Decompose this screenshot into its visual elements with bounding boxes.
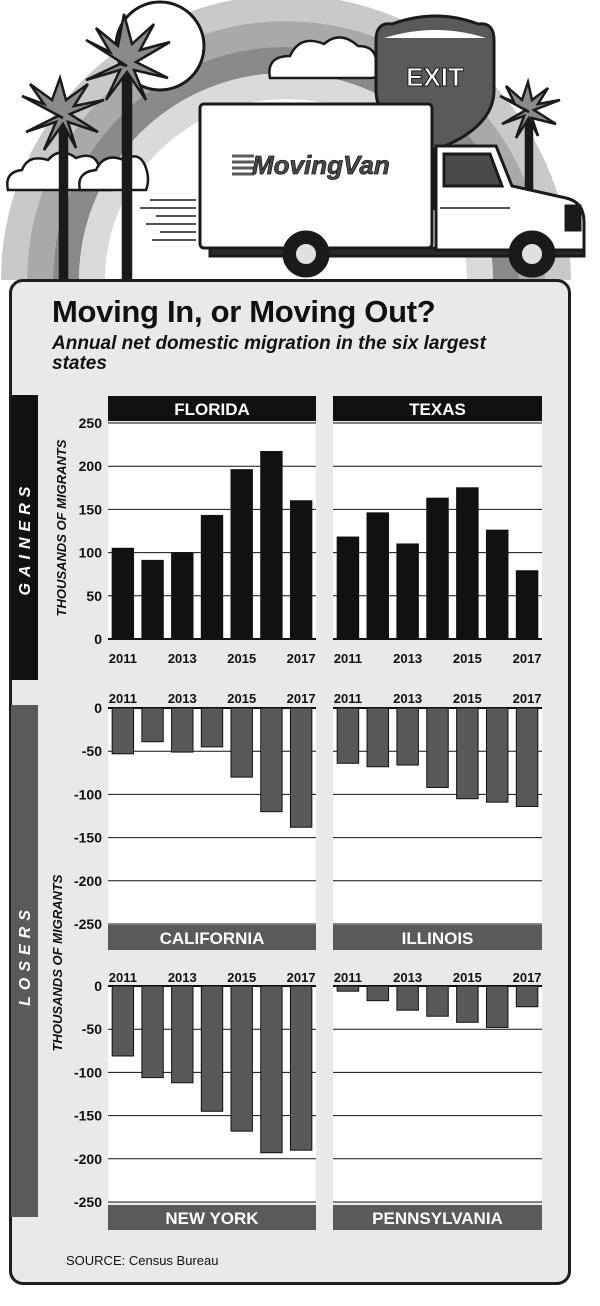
bar-2013	[172, 553, 193, 639]
bar-2011	[337, 537, 358, 639]
bar-2013	[172, 708, 193, 752]
chart-new-york	[74, 970, 316, 1230]
x-tick-label: 2017	[286, 651, 316, 666]
y-tick-label: -50	[81, 743, 102, 760]
chart-florida	[79, 396, 316, 666]
bar-2012	[142, 986, 163, 1078]
bar-2017	[516, 571, 537, 639]
gainers-sidebar	[11, 395, 38, 680]
bar-2012	[367, 986, 388, 1001]
bar-2015	[457, 488, 478, 639]
x-tick-label: 2013	[393, 691, 423, 706]
bar-2014	[427, 986, 448, 1016]
exit-sign-text: EXIT	[406, 62, 464, 92]
bar-2015	[457, 986, 478, 1022]
y-tick-label: -200	[73, 1150, 102, 1167]
bar-2016	[261, 986, 282, 1153]
bar-2015	[231, 708, 252, 777]
bar-2013	[397, 544, 418, 639]
x-tick-label: 2013	[393, 970, 423, 985]
x-tick-label: 2015	[452, 970, 482, 985]
bar-2013	[397, 708, 418, 765]
losers-label: LOSERS	[17, 904, 34, 1006]
bar-2013	[397, 986, 418, 1010]
y-tick-label: -100	[73, 786, 102, 803]
page-subtitle: Annual net domestic migration in the six largest states	[52, 333, 486, 374]
bar-2011	[112, 986, 133, 1056]
x-tick-label: 2015	[452, 651, 482, 666]
y-tick-label: -250	[73, 1194, 102, 1210]
x-tick-label: 2011	[108, 970, 137, 985]
y-axis-label-losers: THOUSANDS OF MIGRANTS	[50, 874, 65, 1052]
chart-title: FLORIDA	[174, 400, 250, 419]
chart-title: ILLINOIS	[401, 929, 474, 948]
x-tick-label: 2017	[286, 970, 316, 985]
x-tick-label: 2011	[333, 651, 363, 666]
bar-2016	[261, 452, 282, 639]
x-tick-label: 2011	[333, 970, 363, 985]
bar-2016	[486, 708, 507, 802]
x-tick-label: 2017	[286, 691, 316, 706]
chart-title: NEW YORK	[165, 1209, 259, 1228]
page-title: Moving In, or Moving Out?	[52, 294, 436, 329]
bar-2014	[201, 515, 222, 639]
bar-2014	[427, 708, 448, 787]
x-tick-label: 2011	[333, 691, 363, 706]
bar-2012	[142, 708, 163, 742]
x-tick-label: 2013	[167, 651, 197, 666]
bar-2015	[457, 708, 478, 799]
gainers-label: GAINERS	[17, 480, 34, 596]
bar-2012	[367, 708, 388, 767]
y-tick-label: 250	[78, 415, 102, 431]
bar-2014	[201, 708, 222, 747]
small-multiples	[74, 396, 542, 1230]
y-tick-label: 0	[94, 700, 102, 716]
x-tick-label: 2013	[167, 691, 197, 706]
bar-2016	[486, 986, 507, 1027]
source-note: SOURCE: Census Bureau	[66, 1253, 219, 1268]
plot-area	[333, 986, 542, 1202]
bar-2012	[367, 513, 388, 639]
x-tick-label: 2017	[512, 970, 542, 985]
y-tick-label: -200	[73, 872, 102, 889]
bar-2017	[290, 501, 311, 639]
bar-2014	[427, 498, 448, 639]
x-tick-label: 2015	[227, 691, 257, 706]
chart-texas	[333, 396, 542, 666]
bar-2016	[261, 708, 282, 812]
bar-2011	[112, 548, 133, 639]
y-tick-label: 50	[86, 587, 102, 604]
bar-2016	[486, 530, 507, 639]
y-tick-label: 0	[94, 978, 102, 994]
y-tick-label: 0	[94, 631, 102, 647]
bar-2017	[516, 708, 537, 806]
x-tick-label: 2017	[512, 651, 542, 666]
bar-2011	[337, 708, 358, 763]
x-tick-label: 2017	[512, 691, 542, 706]
x-tick-label: 2015	[227, 970, 257, 985]
y-axis-label-gainers: THOUSANDS OF MIGRANTS	[54, 439, 69, 617]
chart-california	[74, 691, 316, 950]
chart-illinois	[333, 691, 542, 950]
bar-2012	[142, 560, 163, 639]
x-tick-label: 2015	[227, 651, 257, 666]
bar-2017	[516, 986, 537, 1007]
losers-sidebar	[11, 705, 38, 1217]
y-tick-label: -250	[73, 916, 102, 932]
bar-2011	[337, 986, 358, 991]
chart-title: CALIFORNIA	[159, 929, 265, 948]
y-tick-label: -150	[73, 1107, 102, 1124]
chart-title: TEXAS	[409, 400, 466, 419]
x-tick-label: 2011	[108, 651, 137, 666]
y-tick-label: -50	[81, 1021, 102, 1038]
x-tick-label: 2013	[393, 651, 423, 666]
y-tick-label: 100	[78, 544, 102, 561]
bar-2013	[172, 986, 193, 1083]
bar-2011	[112, 708, 133, 754]
bar-2017	[290, 708, 311, 827]
bar-2015	[231, 986, 252, 1131]
chart-pennsylvania	[333, 970, 542, 1230]
x-tick-label: 2011	[108, 691, 137, 706]
x-tick-label: 2013	[167, 970, 197, 985]
y-tick-label: 150	[78, 501, 102, 518]
bar-2014	[201, 986, 222, 1111]
chart-title: PENNSYLVANIA	[372, 1209, 503, 1228]
y-tick-label: -150	[73, 829, 102, 846]
truck-brand-text: MovingVan	[252, 150, 390, 180]
x-tick-label: 2015	[452, 691, 482, 706]
bar-2015	[231, 470, 252, 639]
y-tick-label: 200	[78, 458, 102, 475]
y-tick-label: -100	[73, 1064, 102, 1081]
bar-2017	[290, 986, 311, 1150]
